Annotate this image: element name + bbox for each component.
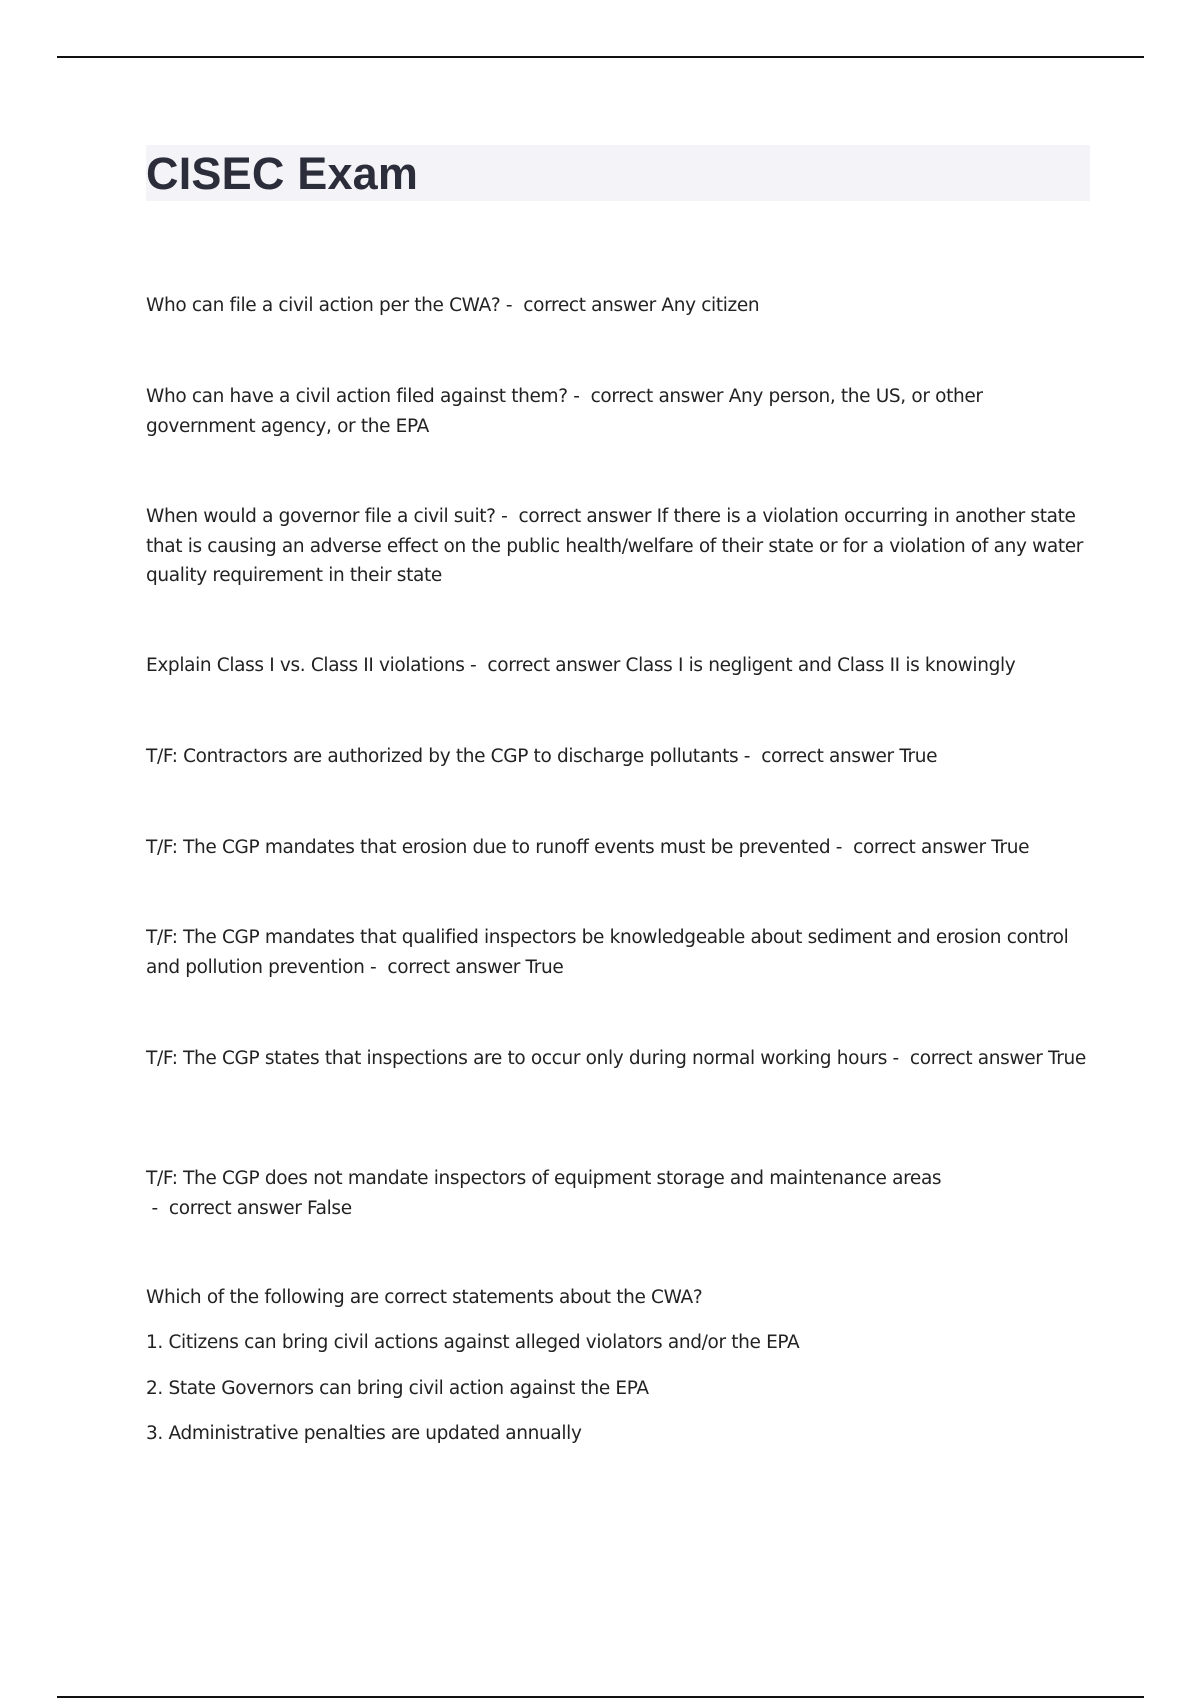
qa-item <box>146 502 1091 591</box>
final-question-option: 1. Citizens can bring civil actions against alleged violators and/or the EPA <box>146 1332 800 1353</box>
final-question-prompt: Which of the following are correct statements about the CWA? <box>146 1287 703 1308</box>
answer-text: Any person, the US, or other government agency, or the EPA <box>146 386 983 437</box>
question-text: When would a governor file a civil suit? <box>146 506 496 527</box>
answer-separator: - correct answer <box>887 1048 1049 1069</box>
question-text: T/F: The CGP mandates that erosion due to runoff events must be prevented <box>146 837 831 858</box>
qa-item <box>146 742 1091 772</box>
answer-text: If there is a violation occurring in another state that is causing an adverse effect on the public health/welfare of their state or for a violation of any water quality requirement in their state <box>146 506 1084 586</box>
qa-item <box>146 651 1091 681</box>
answer-text: True <box>1048 1048 1086 1069</box>
answer-separator: - correct answer <box>495 506 657 527</box>
question-text: Who can have a civil action filed against them? <box>146 386 568 407</box>
answer-separator: - correct answer <box>567 386 729 407</box>
question-text: T/F: The CGP states that inspections are to occur only during normal working hours <box>146 1048 887 1069</box>
answer-text: True <box>525 956 564 978</box>
answer-text: Class I is negligent and Class II is knowingly <box>625 655 1016 676</box>
qa-item <box>146 291 1091 321</box>
answer-text: True <box>991 837 1030 858</box>
qa-item <box>146 1164 1091 1223</box>
answer-separator: - correct answer <box>738 746 900 767</box>
answer-separator: - correct answer <box>830 837 992 858</box>
qa-item <box>146 923 1091 982</box>
top-divider <box>57 56 1144 58</box>
final-question-option: 3. Administrative penalties are updated annually <box>146 1423 582 1444</box>
answer-text: Any citizen <box>661 295 760 316</box>
answer-text: False <box>307 1197 352 1219</box>
answer-separator: - correct answer <box>364 956 526 978</box>
answer-separator: - correct answer <box>464 655 626 676</box>
question-text: T/F: The CGP mandates that qualified inspectors be knowledgeable about sediment and erosion control and pollution prevention <box>146 927 1069 978</box>
answer-separator: - correct answer <box>500 295 662 316</box>
question-text: Explain Class I vs. Class II violations <box>146 655 465 676</box>
qa-item <box>146 833 1091 863</box>
question-text: T/F: Contractors are authorized by the CGP to discharge pollutants <box>146 746 739 767</box>
qa-item <box>146 382 1091 441</box>
question-text: T/F: The CGP does not mandate inspectors of equipment storage and maintenance areas <box>146 1168 942 1189</box>
answer-separator: - correct answer <box>146 1197 308 1219</box>
question-text: Who can file a civil action per the CWA? <box>146 295 501 316</box>
final-question-option: 2. State Governors can bring civil action against the EPA <box>146 1378 649 1399</box>
bottom-divider <box>57 1696 1144 1698</box>
qa-item <box>146 1044 1091 1074</box>
page-title: CISEC Exam <box>146 148 419 199</box>
answer-text: True <box>899 746 938 767</box>
